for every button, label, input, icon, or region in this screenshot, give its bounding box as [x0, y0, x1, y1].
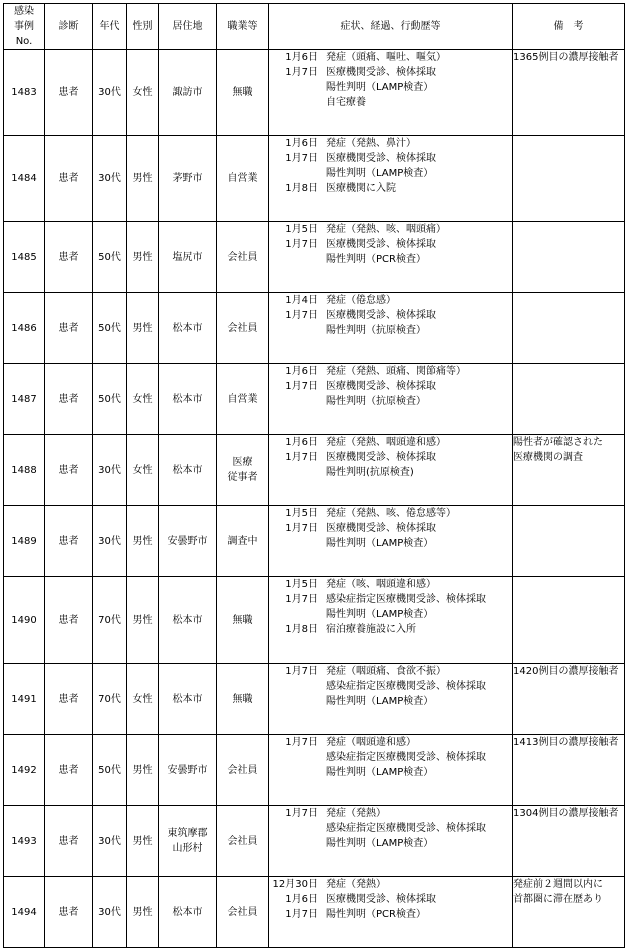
age-cell: 50代 [93, 364, 127, 435]
diagnosis-cell: 患者 [45, 222, 93, 293]
event-date: 1月7日 [285, 381, 318, 392]
diagnosis-cell: 患者 [45, 664, 93, 735]
history-cell [269, 50, 513, 136]
history-event [269, 465, 512, 480]
age-cell: 70代 [93, 577, 127, 664]
residence-line: 茅野市 [172, 173, 203, 184]
occupation-cell [217, 364, 269, 435]
event-text: 発症（咽頭違和感） [326, 737, 416, 748]
age-cell: 50代 [93, 293, 127, 364]
case-row [4, 506, 625, 577]
history-event [269, 80, 512, 95]
history-event [269, 166, 512, 181]
occupation-line: 会社員 [227, 322, 258, 334]
history-event [269, 607, 512, 622]
history-cell [269, 877, 513, 948]
diagnosis-cell: 患者 [45, 577, 93, 664]
event-date: 1月7日 [285, 909, 318, 920]
occupation-line: 会社員 [227, 835, 258, 847]
occupation-line: 無職 [232, 614, 253, 626]
sex-cell: 男性 [127, 735, 159, 806]
event-date: 1月5日 [285, 579, 318, 590]
event-date: 1月5日 [285, 508, 318, 519]
residence-line: 松本市 [172, 906, 203, 918]
event-text: 発症（発熱、頭痛、関節痛等） [326, 366, 466, 377]
event-text: 発症（発熱、咳、倦怠感等） [326, 508, 456, 519]
header-diagnosis: 診断 [45, 4, 93, 50]
occupation-cell [217, 506, 269, 577]
case-no-cell: 1484 [4, 136, 45, 222]
event-text: 発症（発熱、咽頭違和感） [326, 437, 446, 448]
sex-cell: 女性 [127, 50, 159, 136]
history-event [269, 151, 512, 166]
occupation-cell [217, 222, 269, 293]
history-event [269, 450, 512, 465]
age-cell: 30代 [93, 136, 127, 222]
event-date: 1月6日 [285, 437, 318, 448]
header-occupation: 職業等 [217, 4, 269, 50]
case-row [4, 364, 625, 435]
event-date: 1月7日 [285, 239, 318, 250]
case-no-cell: 1487 [4, 364, 45, 435]
header-case-no-line: No. [15, 36, 33, 47]
event-date: 1月6日 [285, 894, 318, 905]
event-date [269, 750, 326, 765]
history-event [269, 821, 512, 836]
event-text: 発症（倦怠感） [326, 295, 396, 306]
case-table-container [3, 3, 625, 948]
case-no-cell: 1492 [4, 735, 45, 806]
residence-cell [159, 735, 217, 806]
event-text: 感染症指定医療機関受診、検体採取 [326, 681, 486, 692]
event-text: 医療機関受診、検体採取 [326, 381, 436, 392]
event-date: 1月4日 [285, 295, 318, 306]
event-date: 1月6日 [285, 52, 318, 63]
event-text: 陽性判明（LAMP検査） [326, 609, 434, 620]
age-cell: 30代 [93, 806, 127, 877]
diagnosis-cell: 患者 [45, 293, 93, 364]
event-text: 陽性判明(抗原検査) [326, 467, 414, 478]
event-text: 医療機関に入院 [326, 183, 396, 194]
header-row [4, 4, 625, 50]
event-text: 医療機関受診、検体採取 [326, 523, 436, 534]
diagnosis-cell: 患者 [45, 435, 93, 506]
history-event [269, 836, 512, 851]
case-no-cell: 1485 [4, 222, 45, 293]
event-date: 1月7日 [285, 310, 318, 321]
residence-line: 松本市 [172, 322, 203, 334]
event-date [269, 821, 326, 836]
case-no-cell: 1494 [4, 877, 45, 948]
sex-cell: 女性 [127, 364, 159, 435]
event-text: 医療機関受診、検体採取 [326, 310, 436, 321]
case-row [4, 877, 625, 948]
history-event [269, 750, 512, 765]
age-cell: 30代 [93, 877, 127, 948]
event-text: 医療機関受診、検体採取 [326, 894, 436, 905]
diagnosis-cell: 患者 [45, 136, 93, 222]
case-no-cell: 1483 [4, 50, 45, 136]
case-no-cell: 1491 [4, 664, 45, 735]
history-event [269, 577, 512, 592]
sex-cell: 女性 [127, 664, 159, 735]
history-event [269, 435, 512, 450]
occupation-line: 無職 [232, 693, 253, 705]
event-date: 1月7日 [285, 808, 318, 819]
sex-cell: 男性 [127, 293, 159, 364]
history-cell [269, 222, 513, 293]
occupation-line: 会社員 [227, 906, 258, 918]
event-text: 感染症指定医療機関受診、検体採取 [326, 752, 486, 763]
header-sex: 性別 [127, 4, 159, 50]
event-date [269, 536, 326, 551]
history-cell [269, 735, 513, 806]
event-date: 1月8日 [285, 183, 318, 194]
event-text: 発症（発熱） [326, 808, 386, 819]
history-event [269, 65, 512, 80]
event-text: 陽性判明（抗原検査） [326, 325, 426, 336]
occupation-line: 自営業 [227, 393, 258, 405]
history-event [269, 536, 512, 551]
occupation-cell [217, 577, 269, 664]
history-event [269, 622, 512, 637]
occupation-line: 医療 [232, 457, 253, 468]
event-date: 1月7日 [285, 153, 318, 164]
remarks-cell [513, 50, 625, 136]
header-case-no [4, 4, 45, 50]
case-no-cell: 1486 [4, 293, 45, 364]
header-age: 年代 [93, 4, 127, 50]
history-event [269, 765, 512, 780]
residence-cell [159, 50, 217, 136]
remarks-line: 1413例目の濃厚接触者 [513, 737, 619, 748]
remarks-cell [513, 293, 625, 364]
history-event [269, 506, 512, 521]
case-row [4, 293, 625, 364]
history-event [269, 664, 512, 679]
history-event [269, 50, 512, 65]
diagnosis-cell: 患者 [45, 364, 93, 435]
remarks-cell [513, 136, 625, 222]
event-date: 1月7日 [285, 67, 318, 78]
age-cell: 30代 [93, 50, 127, 136]
event-date [269, 836, 326, 851]
occupation-line: 会社員 [227, 251, 258, 263]
remarks-cell [513, 664, 625, 735]
event-text: 宿泊療養施設に入所 [326, 624, 416, 635]
event-date [269, 394, 326, 409]
event-date: 12月30日 [272, 879, 318, 890]
event-text: 陽性判明（PCR検査） [326, 909, 426, 920]
sex-cell: 男性 [127, 877, 159, 948]
history-event [269, 222, 512, 237]
remarks-line: 1304例目の濃厚接触者 [513, 808, 619, 819]
history-cell [269, 293, 513, 364]
case-row [4, 577, 625, 664]
sex-cell: 男性 [127, 806, 159, 877]
residence-cell [159, 506, 217, 577]
diagnosis-cell: 患者 [45, 806, 93, 877]
history-event [269, 379, 512, 394]
history-event [269, 892, 512, 907]
occupation-cell [217, 664, 269, 735]
residence-cell [159, 293, 217, 364]
occupation-cell [217, 136, 269, 222]
sex-cell: 男性 [127, 136, 159, 222]
event-date: 1月6日 [285, 138, 318, 149]
residence-line: 塩尻市 [172, 251, 203, 263]
occupation-cell [217, 806, 269, 877]
remarks-cell [513, 506, 625, 577]
event-text: 発症（発熱） [326, 879, 386, 890]
event-text: 陽性判明（LAMP検査） [326, 168, 434, 179]
sex-cell: 男性 [127, 577, 159, 664]
event-date [269, 465, 326, 480]
event-text: 発症（頭痛、嘔吐、嘔気） [326, 52, 446, 63]
residence-line: 安曇野市 [167, 764, 208, 776]
event-text: 発症（発熱、咳、咽頭痛） [326, 224, 446, 235]
occupation-line: 無職 [232, 87, 253, 98]
remarks-cell [513, 364, 625, 435]
residence-cell [159, 364, 217, 435]
remarks-line: 発症前２週間以内に [513, 879, 603, 890]
history-event [269, 806, 512, 821]
diagnosis-cell: 患者 [45, 735, 93, 806]
case-no-cell: 1490 [4, 577, 45, 664]
case-row [4, 50, 625, 136]
event-date: 1月5日 [285, 224, 318, 235]
occupation-line: 調査中 [227, 535, 258, 547]
history-event [269, 679, 512, 694]
case-row [4, 435, 625, 506]
header-remarks: 備 考 [513, 4, 625, 50]
event-date [269, 694, 326, 709]
occupation-cell [217, 735, 269, 806]
remarks-cell [513, 806, 625, 877]
occupation-line: 自営業 [227, 173, 258, 184]
event-date [269, 95, 326, 110]
residence-line: 山形村 [172, 843, 203, 854]
remarks-line: 1420例目の濃厚接触者 [513, 666, 619, 677]
age-cell: 50代 [93, 222, 127, 293]
remarks-cell [513, 735, 625, 806]
history-event [269, 394, 512, 409]
event-text: 陽性判明（LAMP検査） [326, 538, 434, 549]
remarks-cell [513, 577, 625, 664]
residence-cell [159, 577, 217, 664]
residence-line: 松本市 [172, 614, 203, 626]
residence-cell [159, 435, 217, 506]
occupation-line: 従事者 [227, 472, 258, 483]
residence-line: 東筑摩郡 [167, 828, 208, 839]
case-row [4, 222, 625, 293]
event-date [269, 765, 326, 780]
residence-line: 安曇野市 [167, 535, 208, 547]
history-cell [269, 577, 513, 664]
event-text: 陽性判明（LAMP検査） [326, 82, 434, 93]
sex-cell: 男性 [127, 506, 159, 577]
header-case-no-line: 感染 [14, 6, 34, 17]
age-cell: 30代 [93, 435, 127, 506]
event-date: 1月7日 [285, 666, 318, 677]
history-event [269, 237, 512, 252]
event-date [269, 607, 326, 622]
history-event [269, 521, 512, 536]
occupation-line: 会社員 [227, 764, 258, 776]
history-cell [269, 664, 513, 735]
event-text: 医療機関受診、検体採取 [326, 153, 436, 164]
event-date: 1月7日 [285, 452, 318, 463]
event-text: 医療機関受診、検体採取 [326, 239, 436, 250]
remarks-line: 陽性者が確認された [513, 437, 603, 448]
history-event [269, 592, 512, 607]
case-row [4, 664, 625, 735]
history-event [269, 323, 512, 338]
residence-line: 松本市 [172, 464, 203, 476]
header-history: 症状、経過、行動歴等 [269, 4, 513, 50]
history-event [269, 877, 512, 892]
event-date: 1月7日 [285, 737, 318, 748]
case-row [4, 136, 625, 222]
residence-line: 諏訪市 [172, 87, 203, 98]
diagnosis-cell: 患者 [45, 50, 93, 136]
remarks-cell [513, 222, 625, 293]
history-event [269, 136, 512, 151]
event-text: 発症（発熱、鼻汁） [326, 138, 416, 149]
history-event [269, 181, 512, 196]
event-text: 発症（咽頭痛、食欲不振） [326, 666, 446, 677]
event-date: 1月7日 [285, 523, 318, 534]
remarks-cell [513, 877, 625, 948]
event-date: 1月7日 [285, 594, 318, 605]
event-text: 陽性判明（LAMP検査） [326, 838, 434, 849]
occupation-cell [217, 293, 269, 364]
case-no-cell: 1488 [4, 435, 45, 506]
remarks-cell [513, 435, 625, 506]
header-residence: 居住地 [159, 4, 217, 50]
event-text: 感染症指定医療機関受診、検体採取 [326, 823, 486, 834]
age-cell: 50代 [93, 735, 127, 806]
event-text: 陽性判明（抗原検査） [326, 396, 426, 407]
history-event [269, 694, 512, 709]
event-date: 1月8日 [285, 624, 318, 635]
diagnosis-cell: 患者 [45, 506, 93, 577]
event-text: 陽性判明（LAMP検査） [326, 767, 434, 778]
occupation-cell [217, 435, 269, 506]
history-cell [269, 136, 513, 222]
event-date [269, 166, 326, 181]
diagnosis-cell: 患者 [45, 877, 93, 948]
occupation-cell [217, 877, 269, 948]
history-event [269, 293, 512, 308]
case-row [4, 735, 625, 806]
age-cell: 70代 [93, 664, 127, 735]
event-date [269, 323, 326, 338]
event-text: 感染症指定医療機関受診、検体採取 [326, 594, 486, 605]
case-row [4, 806, 625, 877]
occupation-cell [217, 50, 269, 136]
history-event [269, 308, 512, 323]
case-table [3, 3, 625, 948]
remarks-line: 首都圏に滞在歴あり [513, 894, 603, 905]
remarks-line: 1365例目の濃厚接触者 [513, 52, 619, 63]
residence-cell [159, 222, 217, 293]
age-cell: 30代 [93, 506, 127, 577]
case-table-body [4, 50, 625, 948]
history-event [269, 907, 512, 922]
history-cell [269, 364, 513, 435]
event-text: 陽性判明（PCR検査） [326, 254, 426, 265]
event-text: 医療機関受診、検体採取 [326, 67, 436, 78]
residence-cell [159, 806, 217, 877]
history-event [269, 95, 512, 110]
event-date [269, 252, 326, 267]
event-text: 発症（咳、咽頭違和感） [326, 579, 436, 590]
event-date: 1月6日 [285, 366, 318, 377]
sex-cell: 男性 [127, 222, 159, 293]
case-no-cell: 1493 [4, 806, 45, 877]
history-event [269, 735, 512, 750]
residence-cell [159, 136, 217, 222]
residence-line: 松本市 [172, 693, 203, 705]
event-date [269, 80, 326, 95]
remarks-line: 医療機関の調査 [513, 452, 583, 463]
history-cell [269, 506, 513, 577]
event-text: 医療機関受診、検体採取 [326, 452, 436, 463]
event-date [269, 679, 326, 694]
history-event [269, 252, 512, 267]
case-no-cell: 1489 [4, 506, 45, 577]
residence-line: 松本市 [172, 393, 203, 405]
header-case-no-line: 事例 [14, 21, 34, 32]
sex-cell: 女性 [127, 435, 159, 506]
residence-cell [159, 877, 217, 948]
history-cell [269, 435, 513, 506]
event-text: 自宅療養 [326, 97, 366, 108]
history-cell [269, 806, 513, 877]
residence-cell [159, 664, 217, 735]
history-event [269, 364, 512, 379]
event-text: 陽性判明（LAMP検査） [326, 696, 434, 707]
